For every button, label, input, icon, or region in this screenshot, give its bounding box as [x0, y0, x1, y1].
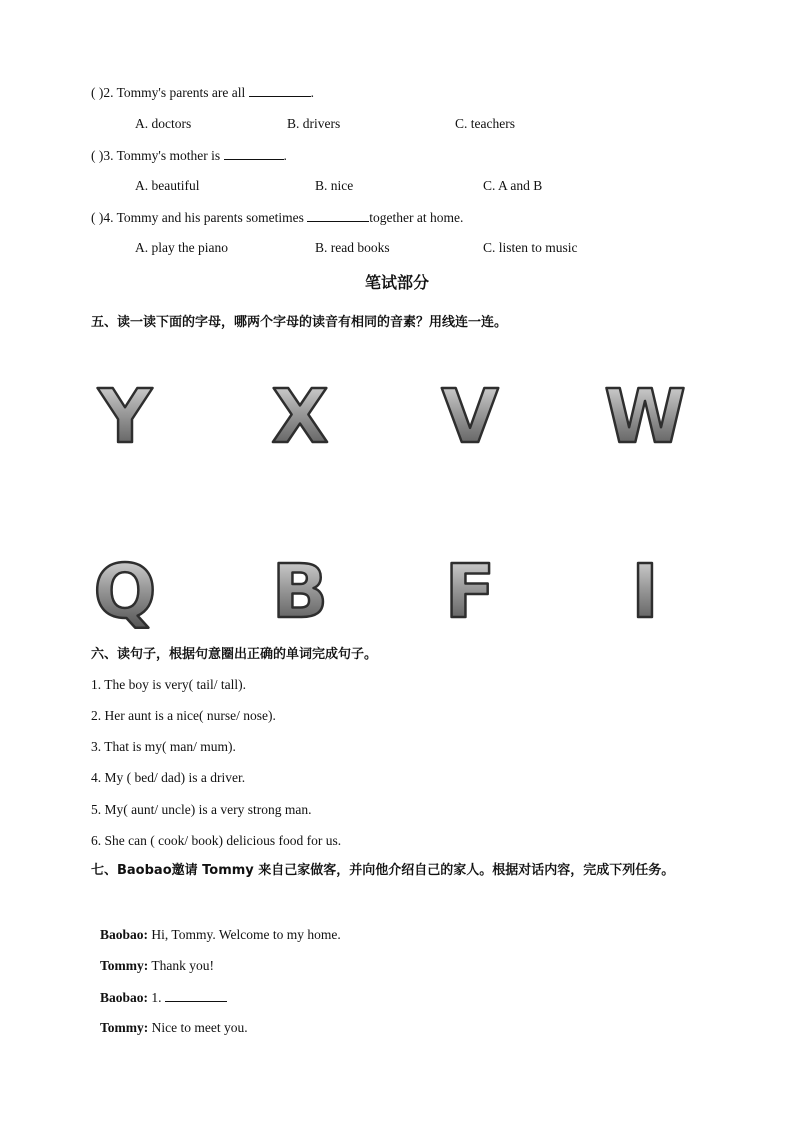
option-b: B. nice [315, 178, 354, 193]
option-c: C. listen to music [483, 240, 578, 255]
option-b: B. read books [315, 240, 390, 255]
option-b: B. drivers [287, 116, 341, 131]
sentence-1: 1. The boy is very( tail/ tall). [91, 677, 246, 692]
letter-b[interactable] [255, 545, 345, 635]
section7-heading: 七、Baobao邀请 Tommy 来自己家做客，并向他介绍自己的家人。根据对话内容，完成下列任务。 [91, 863, 675, 878]
section5-heading: 五、读一读下面的字母，哪两个字母的读音有相同的音素？用线连一连。 [91, 315, 508, 330]
question-3 [91, 147, 287, 164]
answer-paren: ( ) [91, 148, 104, 163]
speaker: Tommy: [100, 958, 149, 973]
option-a: A. play the piano [135, 240, 228, 255]
sentence-5: 5. My( aunt/ uncle) is a very strong man. [91, 802, 312, 817]
letter-v[interactable] [425, 370, 515, 460]
answer-paren: ( ) [91, 210, 104, 225]
question-stem-end: . [310, 85, 314, 100]
question-stem: 2. Tommy's parents are all [103, 85, 249, 100]
question-4 [91, 209, 463, 226]
answer-blank[interactable] [224, 147, 284, 160]
letter-glyph: Q [93, 549, 157, 635]
letter-glyph: F [444, 549, 496, 635]
speaker: Tommy: [100, 1020, 149, 1035]
dialogue-line-1 [100, 927, 341, 943]
question-2 [91, 84, 314, 101]
sentence-2: 2. Her aunt is a nice( nurse/ nose). [91, 708, 276, 723]
dialogue-line-2 [100, 958, 214, 974]
question-stem: 4. Tommy and his parents sometimes [103, 210, 308, 225]
option-a: A. beautiful [135, 178, 200, 193]
letter-f[interactable] [425, 545, 515, 635]
letter-glyph: W [604, 374, 686, 460]
answer-blank[interactable] [249, 84, 311, 97]
dialogue-line-3 [100, 989, 227, 1006]
letter-x[interactable] [255, 370, 345, 460]
letter-glyph: X [271, 374, 329, 460]
question-stem: 3. Tommy's mother is [103, 148, 224, 163]
letter-glyph: I [631, 549, 659, 635]
speaker: Baobao: [100, 927, 149, 942]
section6-heading: 六、读句子，根据句意圈出正确的单词完成句子。 [91, 647, 378, 662]
option-c: C. A and B [483, 178, 543, 193]
letter-glyph: Y [98, 374, 152, 460]
dialogue-text: 1. [148, 990, 165, 1005]
section-title: 笔试部分 [364, 273, 429, 292]
letter-q[interactable] [80, 545, 170, 635]
letter-w[interactable] [600, 370, 690, 460]
dialogue-text: Thank you! [148, 958, 215, 973]
letter-glyph: B [271, 549, 329, 635]
dialogue-text: Hi, Tommy. Welcome to my home. [148, 927, 341, 942]
sentence-6: 6. She can ( cook/ book) delicious food for us. [91, 833, 342, 848]
dialogue-text: Nice to meet you. [148, 1020, 248, 1035]
letter-glyph: V [441, 374, 499, 460]
sentence-3: 3. That is my( man/ mum). [91, 739, 236, 754]
question-stem-end: together at home. [369, 210, 464, 225]
question-stem-end: . [283, 148, 287, 163]
answer-paren: ( ) [91, 85, 104, 100]
sentence-4: 4. My ( bed/ dad) is a driver. [91, 770, 246, 785]
letter-y[interactable] [80, 370, 170, 460]
dialogue-line-4 [100, 1020, 248, 1036]
letter-i[interactable] [600, 545, 690, 635]
speaker: Baobao: [100, 990, 149, 1005]
answer-blank[interactable] [307, 209, 369, 222]
answer-blank[interactable] [165, 989, 227, 1002]
option-a: A. doctors [135, 116, 192, 131]
option-c: C. teachers [455, 116, 515, 131]
